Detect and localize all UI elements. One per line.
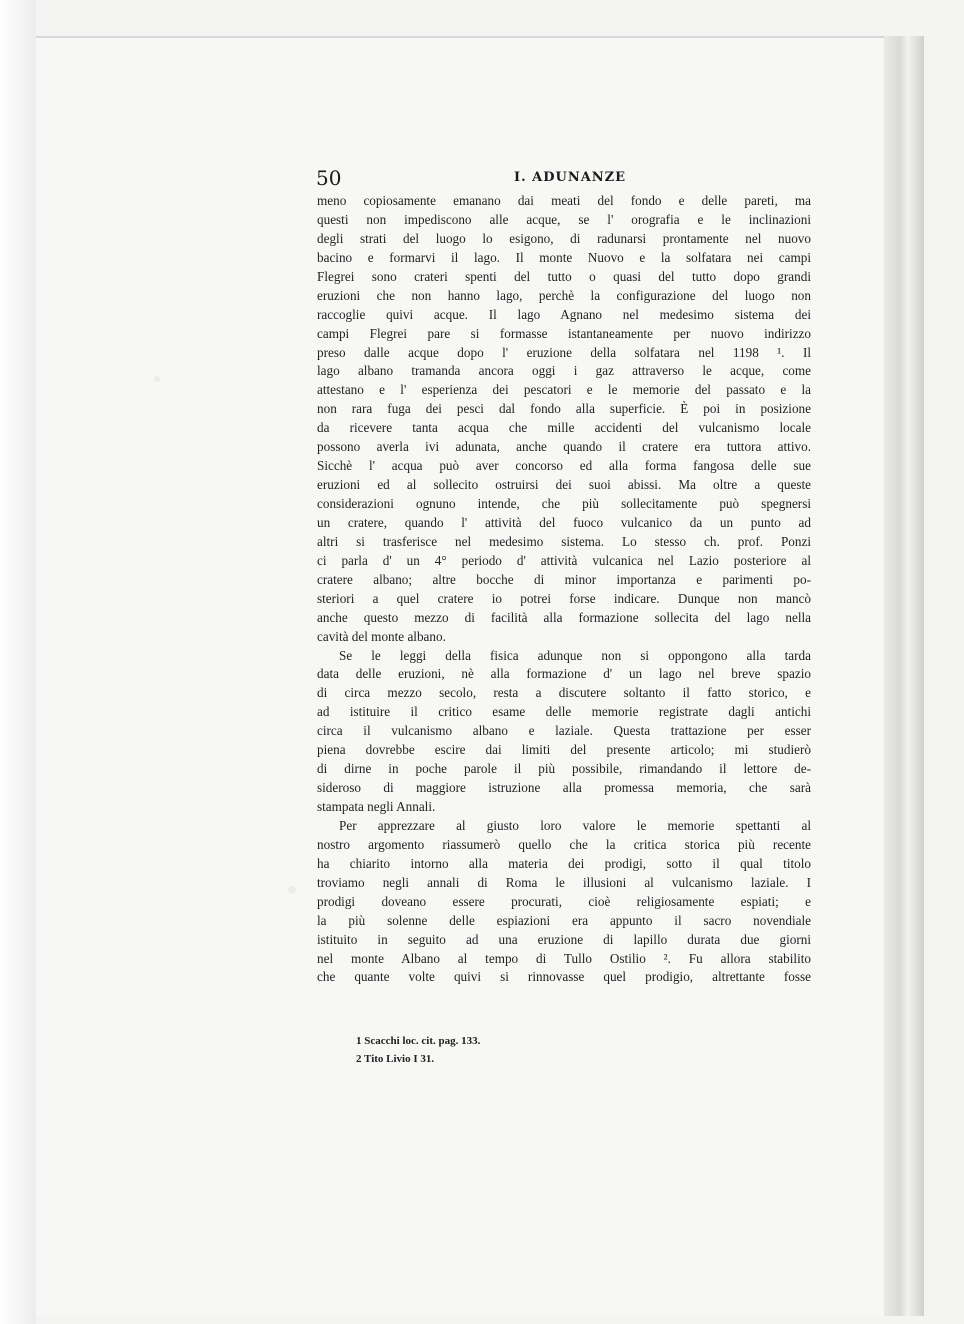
section-title: I. ADUNANZE <box>514 170 627 185</box>
text-line: prodigi doveano essere procurati, cioè religiosamente espiati; e <box>317 893 811 909</box>
text-line: ci parla d' un 4° periodo d' attività vulcanica nel Lazio posteriore al <box>317 552 811 568</box>
text-line: troviamo negli annali di Roma le illusioni al vulcanismo laziale. I <box>317 874 811 890</box>
text-line: meno copiosamente emanano dai meati del fondo e delle pareti, ma <box>317 193 811 208</box>
paper-stain <box>154 376 160 382</box>
text-line: cratere albano; altre bocche di minor importanza e parimenti po- <box>317 571 811 587</box>
text-line: di dirne in poche parole il più possibile, rimandando il lettore de- <box>317 761 811 777</box>
paper-stain <box>288 886 296 894</box>
text-line: Flegrei sono crateri spenti del tutto o quasi del tutto dopo grandi <box>317 268 811 284</box>
text-line: raccoglie quivi acque. Il lago Agnano nel medesimo sistema dei <box>317 306 811 322</box>
text-line: ha chiarito intorno alla materia dei prodigi, sotto il qual titolo <box>317 855 811 871</box>
text-line: nel monte Albano al tempo di Tullo Ostilio ². Fu allora stabilito <box>317 950 811 966</box>
footnotes <box>356 1032 656 1068</box>
page-right-edge <box>884 36 924 1316</box>
page-number: 50 <box>316 166 342 190</box>
text-line: Sicchè l' acqua può aver concorso ed alla forma fangosa delle sue <box>317 458 811 474</box>
text-line: da ricevere tanta acqua che mille accidenti del vulcanismo locale <box>317 420 811 436</box>
text-line: di circa mezzo secolo, resta a discutere soltanto il fatto storico, e <box>317 685 811 701</box>
text-line: Se le leggi della fisica adunque non si oppongono alla tarda <box>339 647 811 663</box>
text-line: istituito in seguito ad una eruzione di lapillo durata due giorni <box>317 931 811 947</box>
text-line: cavità del monte albano. <box>317 628 446 644</box>
text-line: questi non impediscono alle acque, se l' orografia e le inclinazioni <box>317 211 811 227</box>
text-line: anche questo mezzo di facilità alla formazione sollecita del lago nella <box>317 609 811 625</box>
text-line: considerazioni ognuno intende, che più sollecitamente può spegnersi <box>317 496 811 511</box>
text-line: lago albano tramanda ancora oggi i gaz attraverso le acque, come <box>317 363 811 379</box>
text-line: steriori a quel cratere io potrei forse indicare. Dunque non mancò <box>317 590 811 606</box>
text-line: un cratere, quando l' attività del fuoco vulcanico da un punto ad <box>317 514 811 530</box>
text-line: Per apprezzare al giusto loro valore le memorie spettanti al <box>339 817 811 833</box>
footnote: 2 Tito Livio I 31. <box>356 1053 435 1065</box>
footnote: 1 Scacchi loc. cit. pag. 133. <box>356 1035 481 1047</box>
text-line: eruzioni ed al sollecito ostruirsi dei suoi abissi. Ma oltre a queste <box>317 477 811 493</box>
text-line: stampata negli Annali. <box>317 799 436 814</box>
text-line: bacino e formarvi il lago. Il monte Nuovo e la solfatara nei campi <box>317 249 811 265</box>
text-line: degli strati del luogo lo esigono, di radunarsi prontamente nel nuovo <box>317 230 811 246</box>
text-line: altri si trasferisce nel medesimo sistema. Lo stesso ch. prof. Ponzi <box>317 533 811 549</box>
text-line: circa il vulcanismo albano e laziale. Questa trattazione per esser <box>317 723 811 739</box>
text-line: ad istituire il critico esame delle memorie registrate dagli antichi <box>317 704 811 720</box>
text-line: non rara fuga dei pesci dal fondo alla superficie. È poi in posizione <box>317 401 811 417</box>
running-head <box>316 166 810 192</box>
text-line: attestano e l' esperienza dei pescatori e le memorie del passato e la <box>317 382 811 398</box>
text-line: possono averla ivi adunata, anche quando il cratere era tuttora attivo. <box>317 439 811 455</box>
text-line: campi Flegrei pare si formasse istantaneamente per nuovo indirizzo <box>317 325 811 341</box>
text-line: nostro argomento riassumerò quello che la critica storica più recente <box>317 836 811 852</box>
text-line: sideroso di maggiore istruzione alla promessa memoria, che sarà <box>317 780 811 796</box>
body-text <box>317 192 811 987</box>
text-line: la più solenne delle espiazioni era appunto il sacro novendiale <box>317 912 811 928</box>
left-margin-shadow <box>0 0 36 1324</box>
text-line: data delle eruzioni, nè alla formazione d' un lago nel breve spazio <box>317 666 811 682</box>
text-line: piena dovrebbe escire dai limiti del presente articolo; mi studierò <box>317 742 811 758</box>
text-line: che quante volte quivi si rinnovasse quel prodigio, altrettante fosse <box>317 969 811 985</box>
text-line: eruzioni che non hanno lago, perchè la configurazione del luogo non <box>317 287 811 303</box>
text-line: preso dalle acque dopo l' eruzione della solfatara nel 1198 ¹. Il <box>317 344 811 360</box>
